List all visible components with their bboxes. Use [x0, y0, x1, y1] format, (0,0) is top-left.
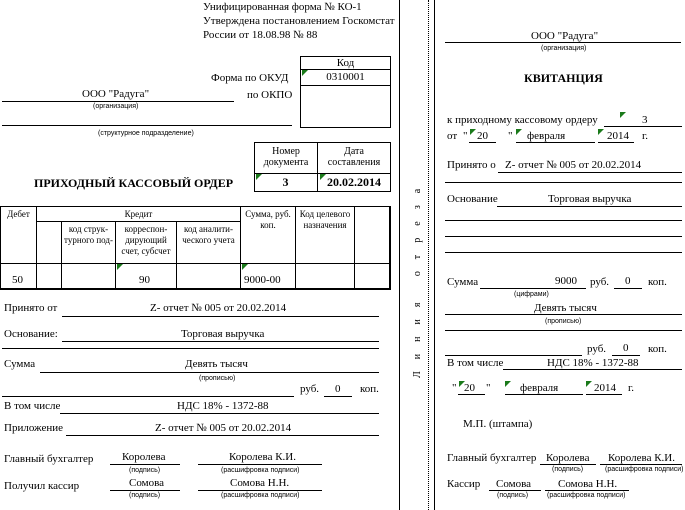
- receipt-rub-label: руб.: [590, 276, 610, 288]
- kop-value: 0: [335, 383, 341, 395]
- receipt-border: [434, 0, 435, 510]
- words-caption: (прописью): [199, 375, 236, 382]
- chief-decode-caption: (расшифровка подписи): [221, 467, 300, 474]
- cashier-sig: Сомова: [129, 477, 165, 489]
- receipt-basis-label: Основание: [447, 193, 498, 205]
- col-corr-acc: корреспон-дирующий счет, субсчет: [121, 224, 171, 256]
- receipt-title: КВИТАНЦИЯ: [524, 71, 603, 85]
- receipt-order-num: 3: [642, 114, 648, 126]
- incl-label: В том числе: [4, 400, 61, 412]
- receipt-kop-label: коп.: [648, 276, 667, 288]
- receipt-accepted-label: Принято о: [447, 159, 496, 171]
- receipt-g-label: г.: [642, 130, 649, 142]
- receipt-incl-value: НДС 18% - 1372-88: [547, 357, 639, 369]
- receipt-chief-decode-caption: (расшифровка подписи): [605, 466, 684, 473]
- accepted-from: Z- отчет № 005 от 20.02.2014: [150, 302, 287, 314]
- org-caption: (организация): [93, 103, 139, 110]
- col-credit: Кредит: [124, 209, 153, 219]
- cashier-label: Получил кассир: [4, 480, 80, 492]
- receipt-basis: Торговая выручка: [548, 193, 632, 205]
- struct-caption: (структурное подразделение): [98, 130, 194, 137]
- receipt-chief-label: Главный бухгалтер: [447, 452, 537, 464]
- receipt-year: 2014: [607, 130, 629, 142]
- receipt-date2-day: 20: [464, 382, 475, 394]
- rub-label: руб.: [300, 383, 320, 395]
- receipt-incl-label: В том числе: [447, 357, 504, 369]
- kop-label: коп.: [360, 383, 379, 395]
- receipt-accepted-from: Z- отчет № 005 от 20.02.2014: [505, 159, 642, 171]
- from-label: от: [447, 130, 458, 142]
- incl-value: НДС 18% - 1372-88: [177, 400, 269, 412]
- cut-line-label: Линия отреза: [412, 176, 423, 378]
- cashier-sig-caption: (подпись): [129, 492, 161, 499]
- doc-num-label: Номер документа: [263, 146, 309, 168]
- receipt-kop2-label: коп.: [648, 343, 667, 355]
- chief-sig: Королева: [122, 451, 166, 463]
- okpo-value: [300, 85, 391, 128]
- left-border: [399, 0, 400, 510]
- col-target-code: Код целевого назначения: [299, 209, 351, 230]
- sum-label: Сумма: [4, 358, 36, 370]
- receipt-day: 20: [477, 130, 488, 142]
- receipt-words-caption: (прописью): [545, 318, 582, 325]
- receipt-cashier-label: Кассир: [447, 478, 481, 490]
- form-line-2: Утверждена постановлением Госкомстат: [203, 15, 395, 27]
- receipt-org-name: ООО "Радуга": [531, 30, 599, 42]
- receipt-sum-digits: 9000: [555, 275, 577, 287]
- col-debit: Дебет: [7, 209, 30, 219]
- row-debit: 50: [12, 274, 23, 286]
- chief-label: Главный бухгалтер: [4, 453, 94, 465]
- attach-label: Приложение: [4, 422, 64, 434]
- receipt-date2-month: февраля: [520, 382, 559, 394]
- col-sum: Сумма, руб. коп.: [245, 209, 291, 230]
- basis-label: Основание:: [4, 328, 58, 340]
- order-title: ПРИХОДНЫЙ КАССОВЫЙ ОРДЕР: [34, 176, 234, 190]
- col-analytic-code: код аналити-ческого учета: [182, 224, 235, 245]
- row-corr: 90: [139, 274, 150, 286]
- cut-line: [428, 0, 429, 510]
- receipt-chief-sig: Королева: [546, 452, 590, 464]
- okud-label: Форма по ОКУД: [211, 72, 289, 84]
- receipt-month: февраля: [527, 130, 566, 142]
- receipt-sum-label: Сумма: [447, 276, 479, 288]
- receipt-g2-label: г.: [628, 382, 635, 394]
- receipt-chief-name: Королева К.И.: [608, 452, 675, 464]
- receipt-kop-value: 0: [625, 275, 631, 287]
- doc-date: 20.02.2014: [327, 175, 381, 189]
- cashier-name: Сомова Н.Н.: [230, 477, 290, 489]
- okpo-label: по ОКПО: [247, 89, 293, 101]
- chief-name: Королева К.И.: [229, 451, 296, 463]
- receipt-org-caption: (организация): [541, 45, 587, 52]
- kod-header: Код: [300, 56, 391, 70]
- basis: Торговая выручка: [181, 328, 265, 340]
- accepted-from-label: Принято от: [4, 302, 58, 314]
- receipt-cashier-name: Сомова Н.Н.: [558, 478, 618, 490]
- receipt-sum-words: Девять тысяч: [534, 302, 597, 314]
- doc-num: 3: [282, 175, 289, 189]
- form-line-1: Унифицированная форма № КО-1: [203, 1, 362, 13]
- receipt-cashier-decode-caption: (расшифровка подписи): [547, 492, 626, 499]
- to-order-label: к приходному кассовому ордеру: [447, 114, 598, 126]
- sum-words: Девять тысяч: [185, 358, 248, 370]
- cashier-decode-caption: (расшифровка подписи): [221, 492, 300, 499]
- receipt-kop2-value: 0: [623, 342, 629, 354]
- digits-caption: (цифрами): [514, 291, 549, 298]
- receipt-date2-year: 2014: [594, 382, 616, 394]
- form-line-3: России от 18.08.98 № 88: [203, 29, 318, 41]
- row-sum: 9000-00: [244, 274, 281, 286]
- org-name: ООО "Радуга": [82, 88, 150, 100]
- receipt-cashier-sig-caption: (подпись): [497, 492, 529, 499]
- okud-value: 0310001: [300, 69, 391, 86]
- receipt-rub2-label: руб.: [587, 343, 607, 355]
- stamp: М.П. (штампа): [463, 418, 533, 430]
- chief-sig-caption: (подпись): [129, 467, 161, 474]
- attach-value: Z- отчет № 005 от 20.02.2014: [155, 422, 292, 434]
- receipt-chief-sig-caption: (подпись): [552, 466, 584, 473]
- col-struct-code: код струк-турного под-: [64, 224, 113, 245]
- receipt-cashier-sig: Сомова: [496, 478, 532, 490]
- okud-marker: [302, 70, 308, 76]
- doc-date-label: Дата составления: [327, 146, 381, 168]
